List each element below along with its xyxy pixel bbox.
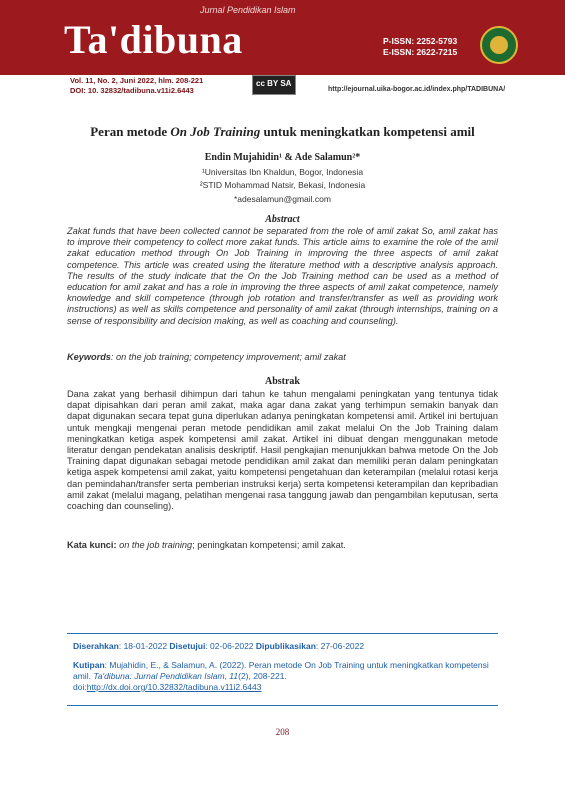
eissn: E-ISSN: 2622-7215 bbox=[383, 47, 458, 57]
issn-block bbox=[383, 36, 457, 58]
affiliation-1: ¹Universitas Ibn Khaldun, Bogor, Indonesia bbox=[201, 167, 364, 177]
authors: Endin Mujahidin¹ & Ade Salamun²* bbox=[204, 152, 361, 163]
journal-url[interactable]: http://ejournal.uika-bogor.ac.id/index.php/TADIBUNA/ bbox=[328, 86, 506, 93]
pissn: P-ISSN: 2252-5793 bbox=[383, 36, 458, 46]
abstract-id: Dana zakat yang berhasil dihimpun dari tahun ke tahun mengalami peningkatan yang tentunya tidak dapat dipisahkan dari peran amil zakat, maka agar dana zakat yang terhimpun semakin banyak dan dapat digunakan secara tepat guna diperlukan adanya peningkatan kompetensi amil. Artikel ini bertujuan untuk mengkaji mengenai peran metode pendidikan amil zakat melalui On the Job Training dalam meningkatkan ketiga aspek kompetensi amil zakat. Artikel ini dibuat dengan menggunakan metode literatur dengan pendekatan analisis deskriptif. Hasil pengkajian menunjukkan bahwa metode On the Job Training dapat digunakan sebagai metode pendidikan amil zakat dan memiliki peran dalam peningkatan ketiga aspek kompetensi amil zakat, yaitu kompetensi pengetahuan dan keterampilan (melalui rotasi kerja dan pemindahan/transfer serta pemberian instruksi kerja) serta kompetensi keterampilan dan kepribadian amil zakat (melalui magang, pelatihan mengenai rasa tanggung jawab dan pengambilan keputusan, serta coaching dan counseling). bbox=[67, 389, 498, 512]
abstract-en-heading: Abstract bbox=[265, 214, 300, 225]
journal-banner bbox=[0, 0, 565, 82]
journal-logo-icon bbox=[480, 26, 518, 64]
volume-info bbox=[70, 76, 203, 95]
journal-name: Ta'dibuna bbox=[64, 17, 243, 62]
keywords-id: Kata kunci: on the job training; peningkatan kompetensi; amil zakat. bbox=[67, 540, 346, 550]
journal-subtitle: Jurnal Pendidikan Islam bbox=[200, 5, 296, 15]
submission-dates: Diserahkan: 18-01-2022 Disetujui: 02-06-2022 Dipublikasikan: 27-06-2022 bbox=[73, 641, 365, 651]
volume-line: Vol. 11, No. 2, Juni 2022, hlm. 208-221 bbox=[70, 76, 204, 85]
article-title: Peran metode On Job Training untuk meningkatkan kompetensi amil bbox=[90, 124, 475, 139]
page-number: 208 bbox=[275, 727, 290, 737]
abstract-en: Zakat funds that have been collected cannot be separated from the role of amil zakat So, amil zakat has to improve their competency to collect more zakat funds. This article aims to examine the role of the amil zakat education method through On Job Training in improving the three aspects of amil zakat competence. This article was created using the literature method with a descriptive analysis approach. The results of the study indicate that the On the Job Training method can be used as a method of education for amil zakat and has a role in improving the three aspects of amil zakat competence, namely knowledge and skill competence (through job rotation and transfer/transfer as well as providing work instructions) as well as skills competence and personality of amil zakat (through internships, training on a sense of responsibility and decision making, as well as coaching and counseling). bbox=[67, 226, 498, 326]
cc-license-icon: cc BY SA bbox=[252, 75, 296, 95]
footer-divider bbox=[67, 633, 498, 634]
doi-link[interactable]: http://dx.doi.org/10.32832/tadibuna.v11i2.6443 bbox=[86, 682, 262, 692]
abstract-id-heading: Abstrak bbox=[264, 376, 300, 387]
doi-line: DOI: 10. 32832/tadibuna.v11i2.6443 bbox=[70, 85, 194, 95]
footer-divider-2 bbox=[67, 705, 498, 706]
keywords-en: Keywords: on the job training; competency improvement; amil zakat bbox=[67, 352, 346, 362]
citation: Kutipan: Mujahidin, E., & Salamun, A. (2022). Peran metode On Job Training untuk meningkatkan kompetensi amil. Ta'dibuna: Jurnal Pendidikan Islam, 11(2), 208-221. doi:http://dx.doi.org/10.32832/tadibuna.v11i2.6443 bbox=[73, 660, 489, 692]
author-email[interactable]: *adesalamun@gmail.com bbox=[234, 194, 331, 204]
affiliation-2: ²STID Mohammad Natsir, Bekasi, Indonesia bbox=[199, 180, 366, 190]
